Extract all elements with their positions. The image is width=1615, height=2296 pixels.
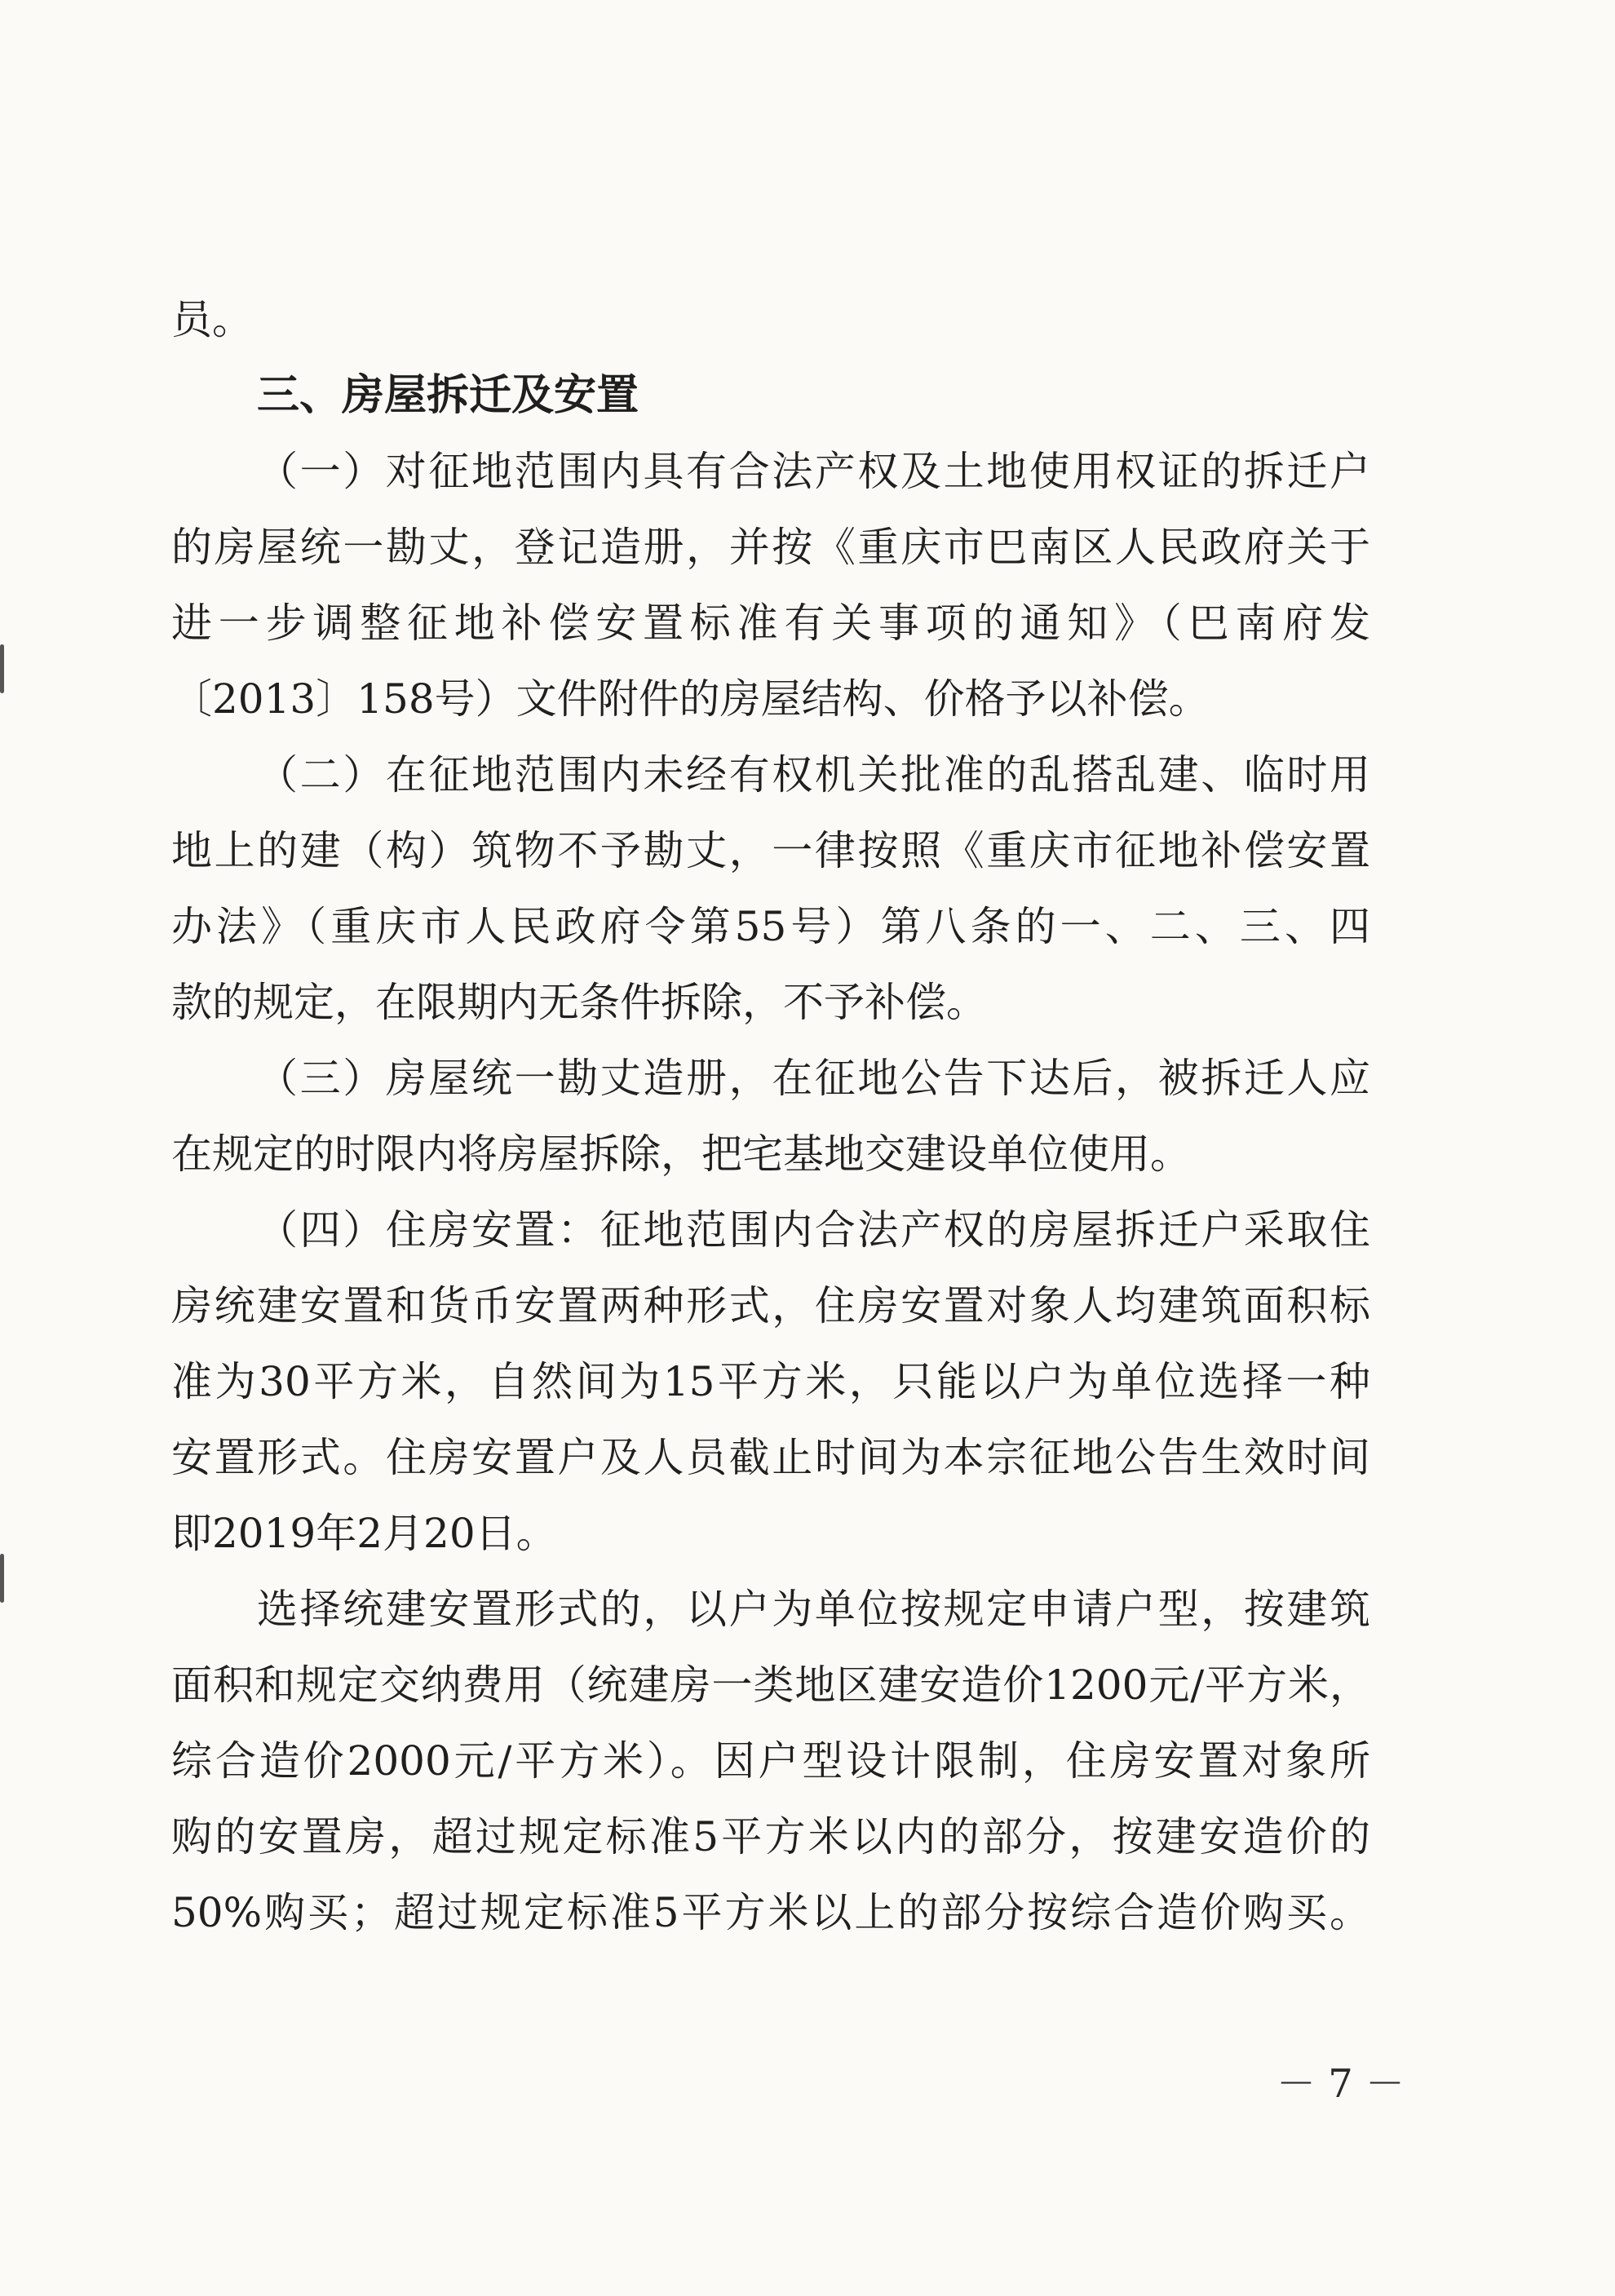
section-heading: 三、房屋拆迁及安置	[257, 371, 639, 420]
text-line: 安置形式。住房安置户及人员截止时间为本宗征地公告生效时间	[171, 1434, 1370, 1481]
text-line: 面积和规定交纳费用（统建房一类地区建安造价1200元/平方米，	[171, 1661, 1370, 1709]
text-line: 进一步调整征地补偿安置标准有关事项的通知》（巴南府发	[171, 599, 1370, 647]
text-line: 办法》（重庆市人民政府令第55号）第八条的一、二、三、四	[171, 903, 1370, 950]
text-line: 选择统建安置形式的，以户为单位按规定申请户型，按建筑	[257, 1586, 1370, 1633]
text-line: 即2019年2月20日。	[171, 1510, 557, 1557]
page-number: － 7 －	[1277, 2061, 1405, 2107]
text-line: 准为30平方米，自然间为15平方米，只能以户为单位选择一种	[171, 1358, 1370, 1405]
text-line: 50%购买；超过规定标准5平方米以上的部分按综合造价购买。	[171, 1889, 1370, 1936]
text-line: 款的规定，在限期内无条件拆除，不予补偿。	[171, 979, 987, 1026]
text-line: 员。	[171, 296, 253, 343]
text-line: 综合造价2000元/平方米）。因户型设计限制，住房安置对象所	[171, 1737, 1370, 1785]
text-line: 在规定的时限内将房屋拆除，把宅基地交建设单位使用。	[171, 1130, 1191, 1178]
scan-edge-mark	[0, 1554, 4, 1603]
text-line: 房统建安置和货币安置两种形式，住房安置对象人均建筑面积标	[171, 1282, 1370, 1329]
text-line: （三）房屋统一勘丈造册，在征地公告下达后，被拆迁人应	[257, 1055, 1370, 1102]
text-line: （四）住房安置：征地范围内合法产权的房屋拆迁户采取住	[257, 1206, 1370, 1254]
text-line: 的房屋统一勘丈，登记造册，并按《重庆市巴南区人民政府关于	[171, 524, 1370, 571]
text-line: （一）对征地范围内具有合法产权及土地使用权证的拆迁户	[257, 448, 1370, 495]
text-line: 〔2013〕158号）文件附件的房屋结构、价格予以补偿。	[171, 675, 1210, 723]
text-line: 购的安置房，超过规定标准5平方米以内的部分，按建安造价的	[171, 1813, 1370, 1860]
text-line: 地上的建（构）筑物不予勘丈，一律按照《重庆市征地补偿安置	[171, 827, 1370, 874]
scan-edge-mark	[0, 644, 4, 693]
text-line: （二）在征地范围内未经有权机关批准的乱搭乱建、临时用	[257, 751, 1370, 799]
